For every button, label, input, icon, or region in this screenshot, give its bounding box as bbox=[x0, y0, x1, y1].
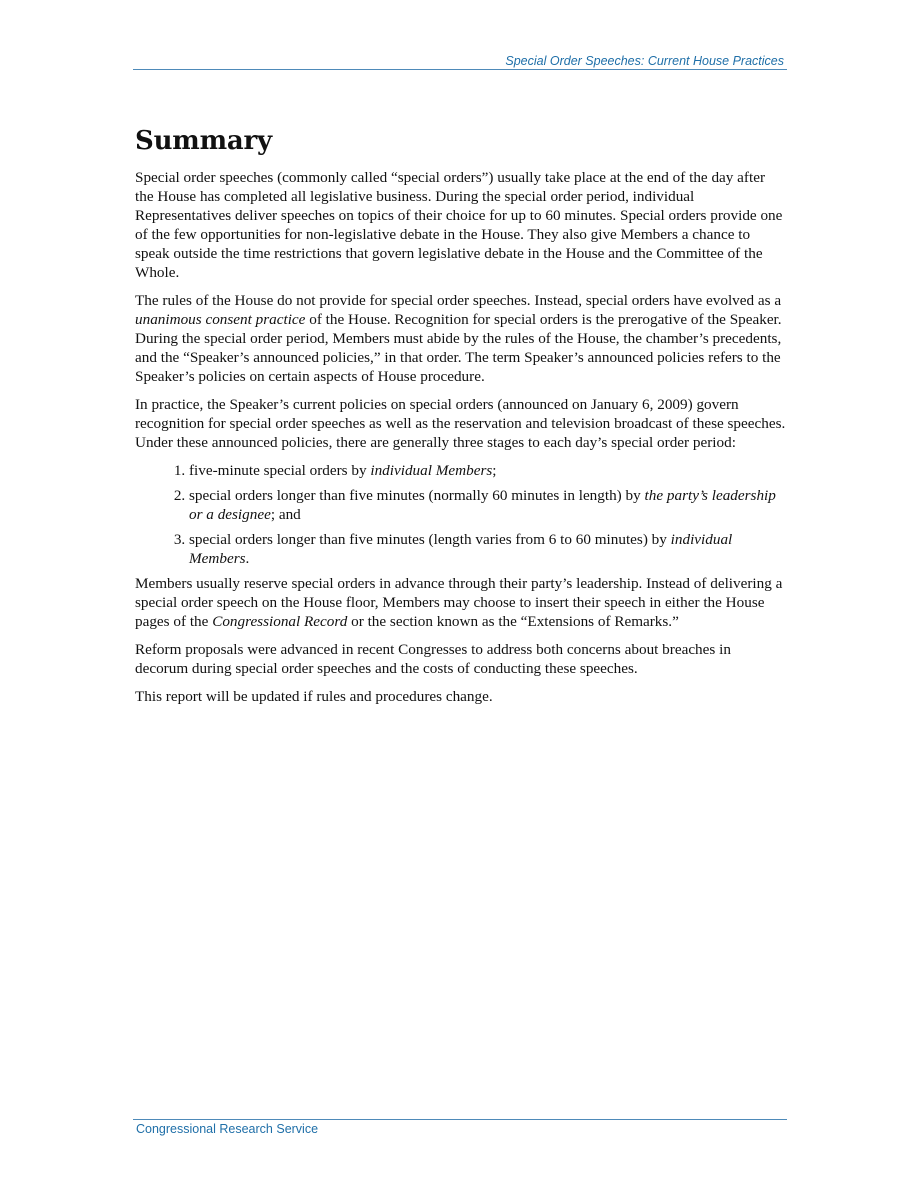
paragraph-text: of the House. Recognition for special orders is the prerogative of the Speaker. During the special order period, Members must abide by the rules of the House, the chamber’s precedents, and the “Speaker’s announced policies,” in that order. The term Speaker’s announced policies refers to the Speaker’s policies on certain aspects of House procedure. bbox=[135, 311, 782, 385]
list-item-text: . bbox=[245, 550, 250, 567]
italic-term: Congressional Record bbox=[212, 613, 348, 630]
list-item-text: five-minute special orders by bbox=[189, 462, 371, 479]
section-heading: Summary bbox=[135, 126, 272, 156]
header-divider bbox=[133, 69, 787, 70]
summary-paragraph-6: This report will be updated if rules and procedures change. bbox=[135, 688, 493, 705]
footer-divider bbox=[133, 1119, 787, 1120]
stages-list bbox=[135, 461, 787, 568]
summary-section bbox=[135, 124, 787, 715]
list-item-text: special orders longer than five minutes (normally 60 minutes in length) by bbox=[189, 487, 645, 504]
list-item-text: special orders longer than five minutes (length varies from 6 to 60 minutes) by bbox=[189, 531, 671, 548]
list-item bbox=[189, 461, 787, 480]
paragraph-text: The rules of the House do not provide for special order speeches. Instead, special orders have evolved as a bbox=[135, 292, 782, 309]
footer-label: Congressional Research Service bbox=[136, 1122, 319, 1136]
list-item-text: ; and bbox=[270, 506, 301, 523]
list-item bbox=[189, 530, 787, 568]
list-item bbox=[189, 486, 787, 524]
summary-paragraph-4 bbox=[135, 574, 787, 631]
running-header-title: Special Order Speeches: Current House Practices bbox=[505, 54, 784, 68]
summary-paragraph-5: Reform proposals were advanced in recent Congresses to address both concerns about breaches in decorum during special order speeches and the costs of conducting these speeches. bbox=[135, 641, 731, 677]
italic-term: the party’s leadership or a designee bbox=[189, 487, 776, 523]
italic-term: unanimous consent practice bbox=[135, 311, 306, 328]
italic-term: individual Members bbox=[189, 531, 733, 567]
paragraph-text: or the section known as the “Extensions of Remarks.” bbox=[347, 613, 679, 630]
paragraph-text: Members usually reserve special orders in advance through their party’s leadership. Instead of delivering a special order speech on the House floor, Members may choose to insert their speech in either the House pages of the bbox=[135, 575, 783, 630]
list-item-text: ; bbox=[492, 462, 497, 479]
summary-paragraph-1: Special order speeches (commonly called “special orders”) usually take place at the end of the day after the House has completed all legislative business. During the special order period, individual Representatives deliver speeches on topics of their choice for up to 60 minutes. Special orders provide one of the few opportunities for non-legislative debate in the House. They also give Members a chance to speak outside the time restrictions that govern legislative debate in the House and the Committee of the Whole. bbox=[135, 169, 783, 281]
italic-term: individual Members bbox=[370, 462, 493, 479]
summary-paragraph-3: In practice, the Speaker’s current policies on special orders (announced on January 6, 2009) govern recognition for special order speeches as well as the reservation and television broadcast of these speeches. Under these announced policies, there are generally three stages to each day’s special order period: bbox=[135, 396, 786, 451]
summary-paragraph-2 bbox=[135, 291, 787, 386]
